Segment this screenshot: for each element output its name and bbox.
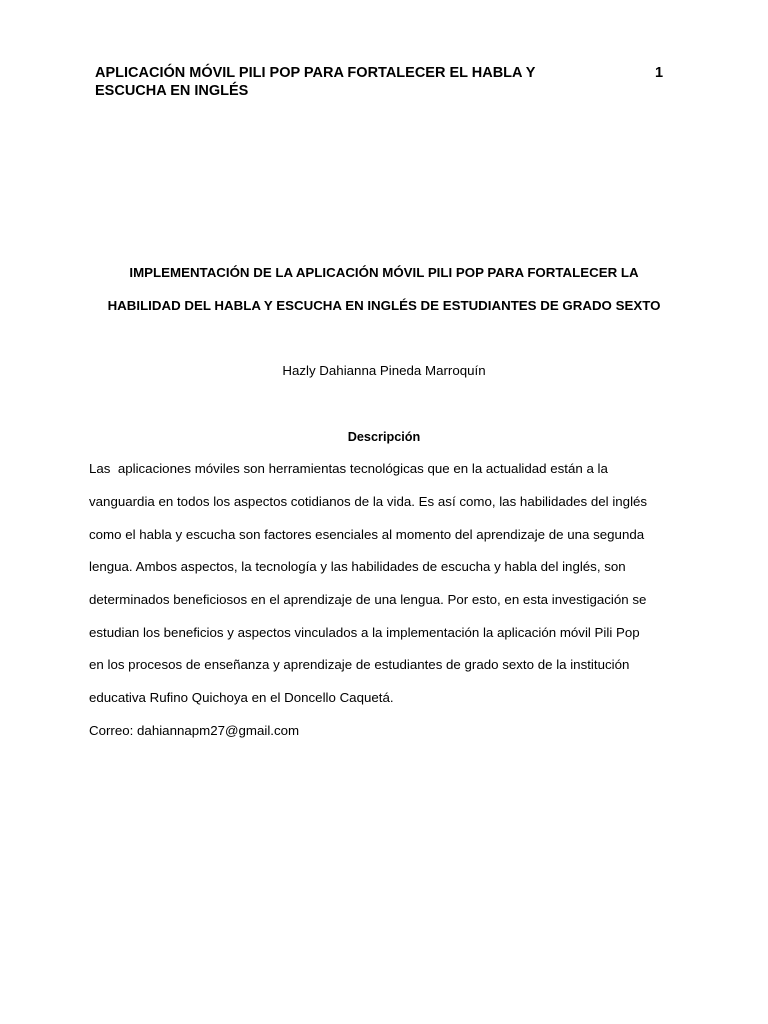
description-line: lengua. Ambos aspectos, la tecnología y las habilidades de escucha y habla del inglés, son [89,559,626,574]
running-head: APLICACIÓN MÓVIL PILI POP PARA FORTALECER EL HABLA Y ESCUCHA EN INGLÉS [95,65,536,99]
page-number: 1 [655,65,664,81]
description-line: en los procesos de enseñanza y aprendizaje de estudiantes de grado sexto de la institución [89,657,630,672]
contact-email: Correo: dahiannapm27@gmail.com [89,723,300,738]
description-line: vanguardia en todos los aspectos cotidianos de la vida. Es así como, las habilidades del inglés [89,494,648,509]
description-line: determinados beneficiosos en el aprendizaje de una lengua. Por esto, en esta investigación se [89,592,647,607]
document-title-line-1: IMPLEMENTACIÓN DE LA APLICACIÓN MÓVIL PILI POP PARA FORTALECER LA [129,265,639,280]
description-line: Las aplicaciones móviles son herramientas tecnológicas que en la actualidad están a la [89,461,608,476]
document-title-line-2: HABILIDAD DEL HABLA Y ESCUCHA EN INGLÉS DE ESTUDIANTES DE GRADO SEXTO [107,298,661,313]
description-heading: Descripción [347,430,421,444]
description-line: estudian los beneficios y aspectos vinculados a la implementación la aplicación móvil Pili Pop [89,625,640,640]
author-name: Hazly Dahianna Pineda Marroquín [282,363,486,378]
description-line: educativa Rufino Quichoya en el Doncello Caquetá. [89,690,394,705]
description-line: como el habla y escucha son factores esenciales al momento del aprendizaje de una segunda [89,527,645,542]
